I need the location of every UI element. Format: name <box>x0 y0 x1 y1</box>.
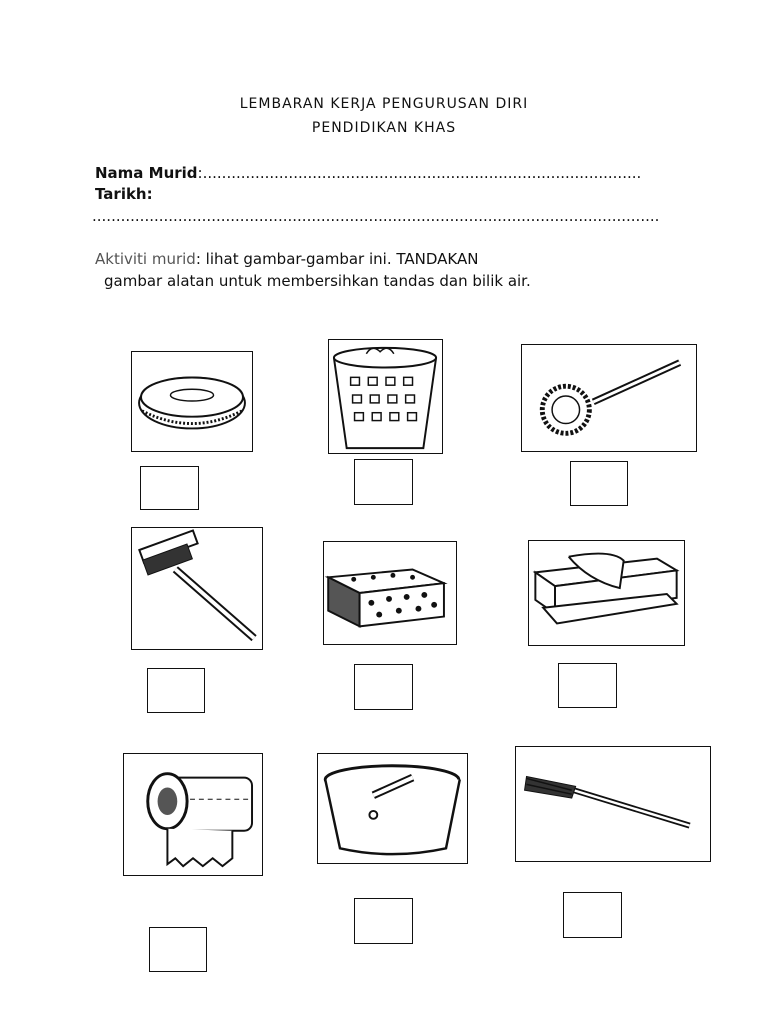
activity-text-1: lihat gambar-gambar ini. TANDAKAN <box>205 250 479 268</box>
waste-basket-picture <box>328 339 443 454</box>
soap-dish-icon <box>529 541 684 645</box>
mop-picture <box>515 746 711 862</box>
worksheet-title: LEMBARAN KERJA PENGURUSAN DIRI <box>239 96 529 112</box>
answer-box-8[interactable] <box>354 898 413 944</box>
activity-label: Aktiviti murid <box>95 250 196 268</box>
basin-picture <box>317 753 468 864</box>
activity-instruction-line1 <box>95 250 478 268</box>
name-dots[interactable]: ............................................................................................ <box>202 164 642 182</box>
soap-dish-picture <box>528 540 685 646</box>
date-field <box>95 185 153 203</box>
answer-box-4[interactable] <box>147 668 205 713</box>
date-dots[interactable]: ....................................................................................................................... <box>92 207 660 225</box>
answer-box-3[interactable] <box>570 461 628 506</box>
soap-bar-icon <box>132 352 252 451</box>
sponge-picture <box>323 541 457 645</box>
name-field <box>95 164 641 182</box>
answer-box-2[interactable] <box>354 459 413 505</box>
paint-brush-picture <box>131 527 263 650</box>
toilet-paper-icon <box>124 754 262 875</box>
waste-basket-icon <box>329 340 442 453</box>
activity-text-2: gambar alatan untuk membersihkan tandas dan bilik air. <box>104 272 531 290</box>
worksheet-subtitle: PENDIDIKAN KHAS <box>311 120 457 136</box>
toilet-brush-icon <box>522 345 696 451</box>
activity-separator: : <box>195 250 206 268</box>
basin-icon <box>318 754 467 863</box>
answer-box-7[interactable] <box>149 927 207 972</box>
answer-box-5[interactable] <box>354 664 413 710</box>
name-label: Nama Murid <box>95 164 198 182</box>
paint-brush-icon <box>132 528 262 649</box>
name-separator: : <box>197 164 203 182</box>
date-label: Tarikh: <box>95 185 153 203</box>
mop-icon <box>516 747 710 861</box>
answer-box-1[interactable] <box>140 466 199 510</box>
sponge-icon <box>324 542 456 644</box>
toilet-paper-picture <box>123 753 263 876</box>
soap-bar-picture <box>131 351 253 452</box>
answer-box-6[interactable] <box>558 663 617 708</box>
toilet-brush-picture <box>521 344 697 452</box>
answer-box-9[interactable] <box>563 892 622 938</box>
